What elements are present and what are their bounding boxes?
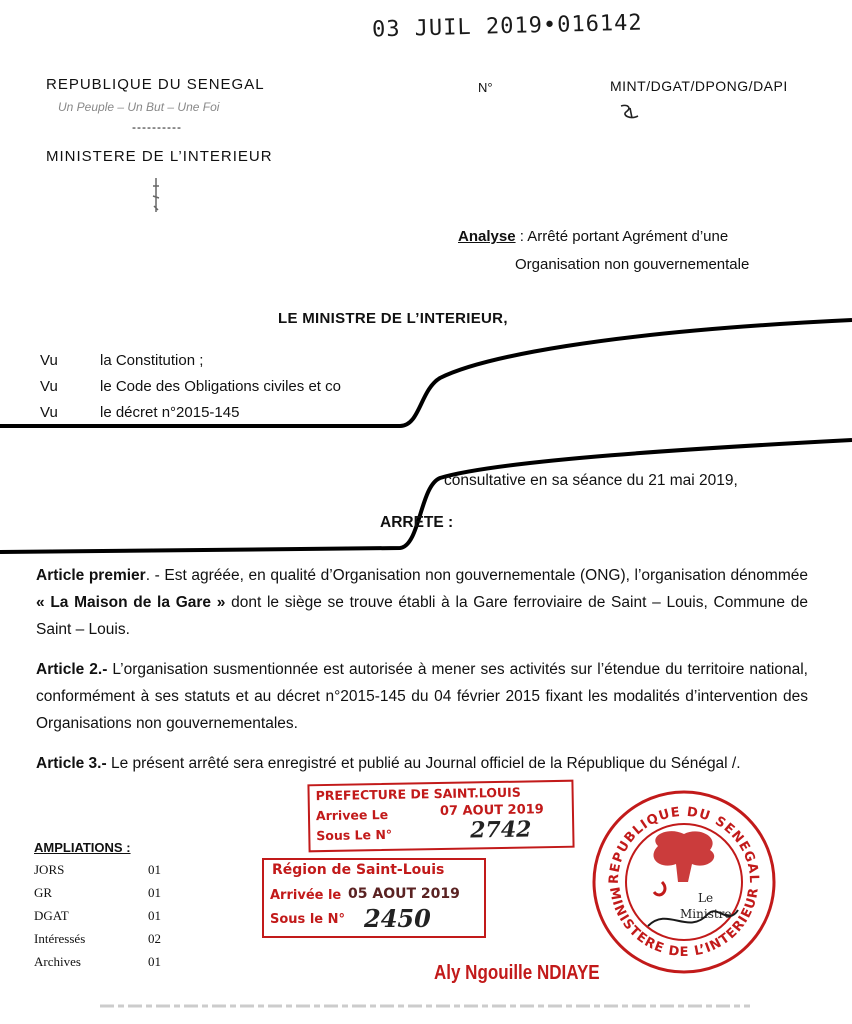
received-date-stamp: 03 JUIL 2019•016142 [371,10,643,43]
article-1 [36,562,808,643]
article-1-rest: dont le siège se trouve établi à la Gare ferroviaire de Saint – Louis, Commune de Saint – Louis. [36,594,808,638]
ampliation-qty: 01 [148,862,161,877]
article-1-text: . - Est agréée, en qualité d’Organisation non gouvernementale (ONG), l’organisation dénommée [145,567,808,584]
region-arrivee-label: Arrivée le [270,888,342,903]
signatory-name: Aly Ngouille NDIAYE [434,962,600,984]
region-stamp [262,858,486,938]
visa-text: le décret n°2015-145 [100,404,240,421]
ampliation-qty: 01 [148,954,161,969]
article-3 [36,750,808,777]
ampliation-name: JORS [34,862,65,877]
prefecture-stamp [307,780,574,853]
ampliation-qty: 01 [148,908,161,923]
national-motto: Un Peuple – Un But – Une Foi [58,100,220,114]
prefecture-handwritten-number: 2742 [470,816,532,844]
number-label: N° [478,80,493,95]
ngo-name: « La Maison de la Gare » [36,594,226,611]
prefecture-arrivee-label: Arrivee Le [315,806,389,824]
article-2-label: Article 2.- [36,661,108,678]
analyse-line1: : Arrêté portant Agrément d’une [515,228,729,245]
seal-bottom-text: MINISTERE DE L’INTERIEUR [605,885,762,961]
article-3-label: Article 3.- [36,755,107,772]
region-sous-label: Sous le N° [270,912,345,927]
article-2-text: L’organisation susmentionnée est autorisée à mener ses activités sur l’étendue du territoire national, conformément à ses statuts et au décret n°2015-145 du 04 février 2015 fixant les modalités d’intervention des Organisations non gouvernementales. [36,661,808,732]
analyse-label: Analyse [458,228,516,245]
republic-heading: REPUBLIQUE DU SENEGAL [46,76,265,93]
consultative-line: consultative en sa séance du 21 mai 2019, [444,472,738,489]
svg-text:MINISTERE DE L’INTERIEUR [606,886,762,960]
visa-vu: Vu [40,404,58,421]
visa-text: le Code des Obligations civiles et co [100,378,341,395]
prefecture-sous-label: Sous Le N° [316,826,393,844]
analyse-line2: Organisation non gouvernementale [515,256,750,273]
region-arrivee-date: 05 AOUT 2019 [348,886,460,902]
article-3-text: Le présent arrêté sera enregistré et publié au Journal officiel de la République du Sénégal /. [106,755,741,772]
ampliations-title: AMPLIATIONS : [34,840,131,855]
ampliation-name: DGAT [34,908,69,923]
ministry-emblem-icon [152,176,160,214]
arrete-heading: ARRETE : [380,514,454,531]
analyse-block [458,228,818,245]
minister-title: LE MINISTRE DE L’INTERIEUR, [278,310,508,327]
article-2 [36,656,808,737]
footer-faded-text [100,1002,750,1010]
prefecture-arrivee-date: 07 AOUT 2019 [439,802,544,820]
initials-scribble-icon [618,102,642,124]
seal-center-le: Le [698,891,714,905]
seal-top-text: REPUBLIQUE DU SENEGAL [606,804,762,885]
ampliation-name: Intéressés [34,931,86,946]
ampliation-name: GR [34,885,53,900]
region-handwritten-number: 2450 [364,904,431,933]
ampliation-qty: 01 [148,885,161,900]
seal-center-ministre: Ministre [680,907,732,921]
prefecture-stamp-title: PREFECTURE DE SAINT.LOUIS [315,784,521,804]
ampliation-qty: 02 [148,931,161,946]
reference-code: MINT/DGAT/DPONG/DAPI [610,78,788,94]
article-1-label: Article premier [36,567,146,584]
visa-vu: Vu [40,352,58,369]
header-separator: ---------- [132,120,182,134]
region-stamp-title: Région de Saint-Louis [272,862,445,878]
visa-vu: Vu [40,378,58,395]
baobab-emblem-icon [653,831,714,895]
ministry-heading: MINISTERE DE L’INTERIEUR [46,148,273,165]
ministry-seal [588,786,780,978]
ampliation-name: Archives [34,954,81,969]
visa-text: la Constitution ; [100,352,204,369]
